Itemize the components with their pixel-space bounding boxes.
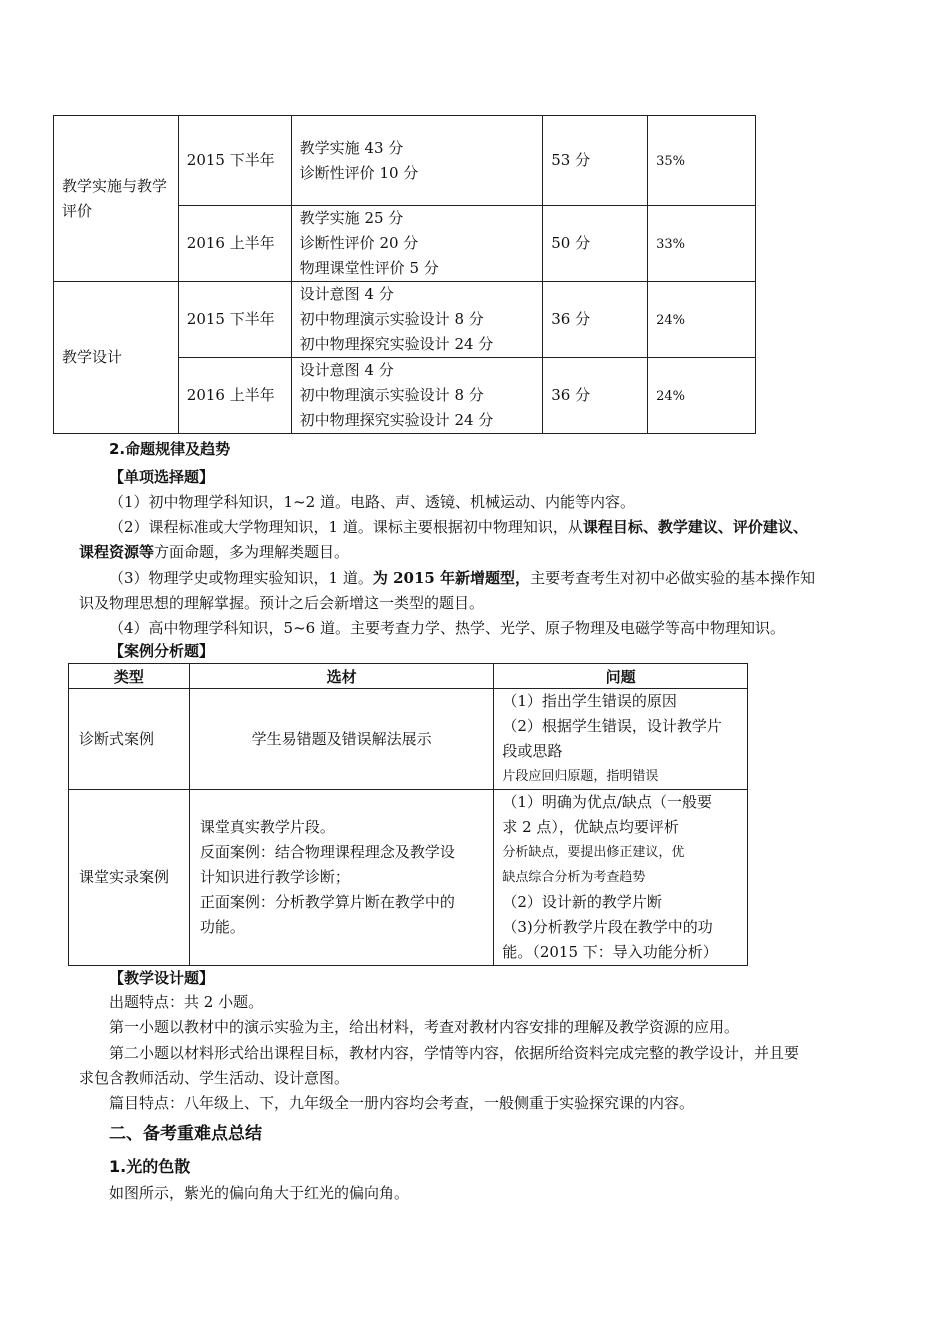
single-choice-title: 【单项选择题】 [109, 468, 215, 486]
percent-cell: 24% [648, 358, 756, 434]
category-cell: 教学设计 [54, 282, 179, 434]
score-distribution-table [53, 115, 756, 434]
table-row [54, 282, 756, 358]
material-cell: 课堂真实教学片段。 反面案例：结合物理课程理念及教学设 计知识进行教学诊断； 正面案例：分析教学算片断在教学中的 功能。 [189, 790, 494, 966]
total-cell: 50 分 [543, 206, 648, 282]
period-cell: 2016 上半年 [178, 358, 291, 434]
questions-cell: （1）指出学生错误的原因 （2）根据学生错误，设计教学片 段或思路 片段应回归原题，指明错误 [494, 689, 748, 790]
paragraph: 第二小题以材料形式给出课程目标，教材内容，学情等内容，依据所给资料完成完整的教学设计，并且要 [109, 1044, 800, 1062]
case-analysis-table [68, 663, 748, 966]
table-row [69, 689, 748, 790]
teaching-design-title: 【教学设计题】 [109, 969, 215, 987]
total-cell: 36 分 [543, 282, 648, 358]
paragraph: 识及物理思想的理解掌握。预计之后会新增这一类型的题目。 [79, 594, 485, 612]
items-cell: 教学实施 43 分 诊断性评价 10 分 [291, 116, 543, 206]
column-header: 选材 [189, 664, 494, 689]
paragraph: 出题特点：共 2 小题。 [109, 993, 264, 1011]
column-header: 类型 [69, 664, 190, 689]
items-cell: 教学实施 25 分 诊断性评价 20 分 物理课堂性评价 5 分 [291, 206, 543, 282]
paragraph: 求包含教师活动、学生活动、设计意图。 [79, 1069, 350, 1087]
total-cell: 53 分 [543, 116, 648, 206]
total-cell: 36 分 [543, 358, 648, 434]
paragraph: （3）物理学史或物理实验知识，1 道。为 2015 年新增题型，主要考查考生对初中必做实验的基本操作知 [109, 569, 816, 587]
period-cell: 2015 下半年 [178, 116, 291, 206]
percent-cell: 35% [648, 116, 756, 206]
paragraph: （2）课程标准或大学物理知识，1 道。课标主要根据初中物理知识，从课程目标、教学建议、评价建议、 [109, 518, 808, 536]
paragraph: （1）初中物理学科知识，1~2 道。电路、声、透镜、机械运动、内能等内容。 [109, 493, 635, 511]
type-cell: 诊断式案例 [69, 689, 190, 790]
percent-cell: 33% [648, 206, 756, 282]
paragraph: （4）高中物理学科知识，5~6 道。主要考查力学、热学、光学、原子物理及电磁学等高中物理知识。 [109, 619, 785, 637]
case-analysis-title: 【案例分析题】 [109, 642, 215, 660]
section-heading: 2.命题规律及趋势 [109, 440, 231, 458]
column-header: 问题 [494, 664, 748, 689]
paragraph: 第一小题以教材中的演示实验为主，给出材料，考查对教材内容安排的理解及教学资源的应用。 [109, 1018, 740, 1036]
table-row [54, 116, 756, 206]
type-cell: 课堂实录案例 [69, 790, 190, 966]
table-header-row [69, 664, 748, 689]
percent-cell: 24% [648, 282, 756, 358]
period-cell: 2015 下半年 [178, 282, 291, 358]
category-cell: 教学实施与教学评价 [54, 116, 179, 282]
items-cell: 设计意图 4 分 初中物理演示实验设计 8 分 初中物理探究实验设计 24 分 [291, 282, 543, 358]
subsection-heading: 1.光的色散 [109, 1157, 191, 1176]
paragraph: 课程资源等方面命题，多为理解类题目。 [79, 543, 350, 561]
part-heading: 二、备考重难点总结 [109, 1124, 262, 1144]
items-cell: 设计意图 4 分 初中物理演示实验设计 8 分 初中物理探究实验设计 24 分 [291, 358, 543, 434]
paragraph: 如图所示，紫光的偏向角大于红光的偏向角。 [109, 1184, 410, 1202]
paragraph: 篇目特点：八年级上、下，九年级全一册内容均会考查，一般侧重于实验探究课的内容。 [109, 1094, 695, 1112]
period-cell: 2016 上半年 [178, 206, 291, 282]
material-cell: 学生易错题及错误解法展示 [189, 689, 494, 790]
questions-cell: （1）明确为优点/缺点（一般要 求 2 点），优缺点均要评析 分析缺点，要提出修正建议，优 缺点综合分析为考查趋势 （2）设计新的教学片断 （3)分析教学片段在教学中的功 能。（2015 下：导入功能分析） [494, 790, 748, 966]
table-row [69, 790, 748, 966]
